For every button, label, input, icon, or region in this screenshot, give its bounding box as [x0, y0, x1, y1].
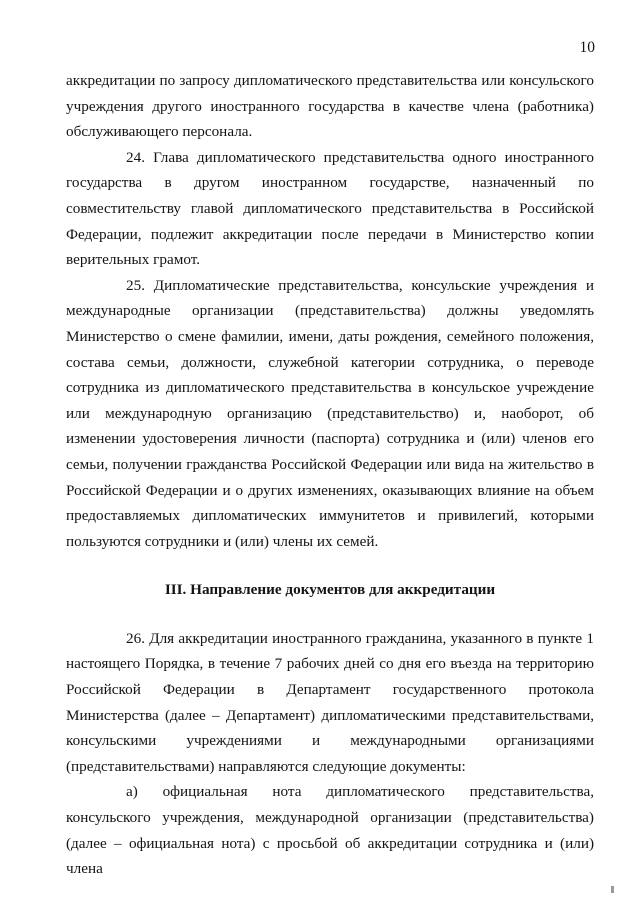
document-body: [66, 68, 594, 882]
paragraph-continuation: аккредитации по запросу дипломатического представительства или консульского учреждения другого иностранного государства в качестве члена (работника) обслуживающего персонала.: [66, 72, 594, 141]
scan-mark: [611, 886, 614, 893]
paragraph-26: 26. Для аккредитации иностранного гражданина, указанного в пункте 1 настоящего Порядка, в течение 7 рабочих дней со дня его въезда на территорию Российской Федерации в Департамент государственного протокола Министерства (далее – Департамент) дипломатическими представительствами, консульскими учреждениями и международными организациями (представительствами) направляются следующие документы:: [66, 629, 594, 775]
paragraph-24: 24. Глава дипломатического представительства одного иностранного государства в другом иностранном государстве, назначенный по совместительству главой дипломатического представительства в Российской Федерации, подлежит аккредитации после передачи в Министерство копии верительных грамот.: [66, 148, 594, 269]
paragraph-25: 25. Дипломатические представительства, консульские учреждения и международные организации (представительства) должны уведомлять Министерство о смене фамилии, имени, даты рождения, семейного положения, состава семьи, должности, служебной категории сотрудника, о переводе сотрудника из дипломатического представительства в консульское учреждение или международную организацию (представительство) и, наоборот, об изменении удостоверения личности (паспорта) сотрудника и (или) членов его семьи, получении гражданства Российской Федерации или вида на жительство в Российской Федерации и о других изменениях, оказывающих влияние на объем предоставляемых дипломатических иммунитетов и привилегий, которыми пользуются сотрудники и (или) члены их семей.: [66, 276, 594, 550]
page-number: 10: [579, 39, 595, 56]
paragraph-26a: а) официальная нота дипломатического представительства, консульского учреждения, международной организации (представительства) (далее – официальная нота) с просьбой об аккредитации сотрудника и (или) члена: [66, 783, 594, 878]
section-heading: III. Направление документов для аккредитации: [164, 581, 496, 599]
